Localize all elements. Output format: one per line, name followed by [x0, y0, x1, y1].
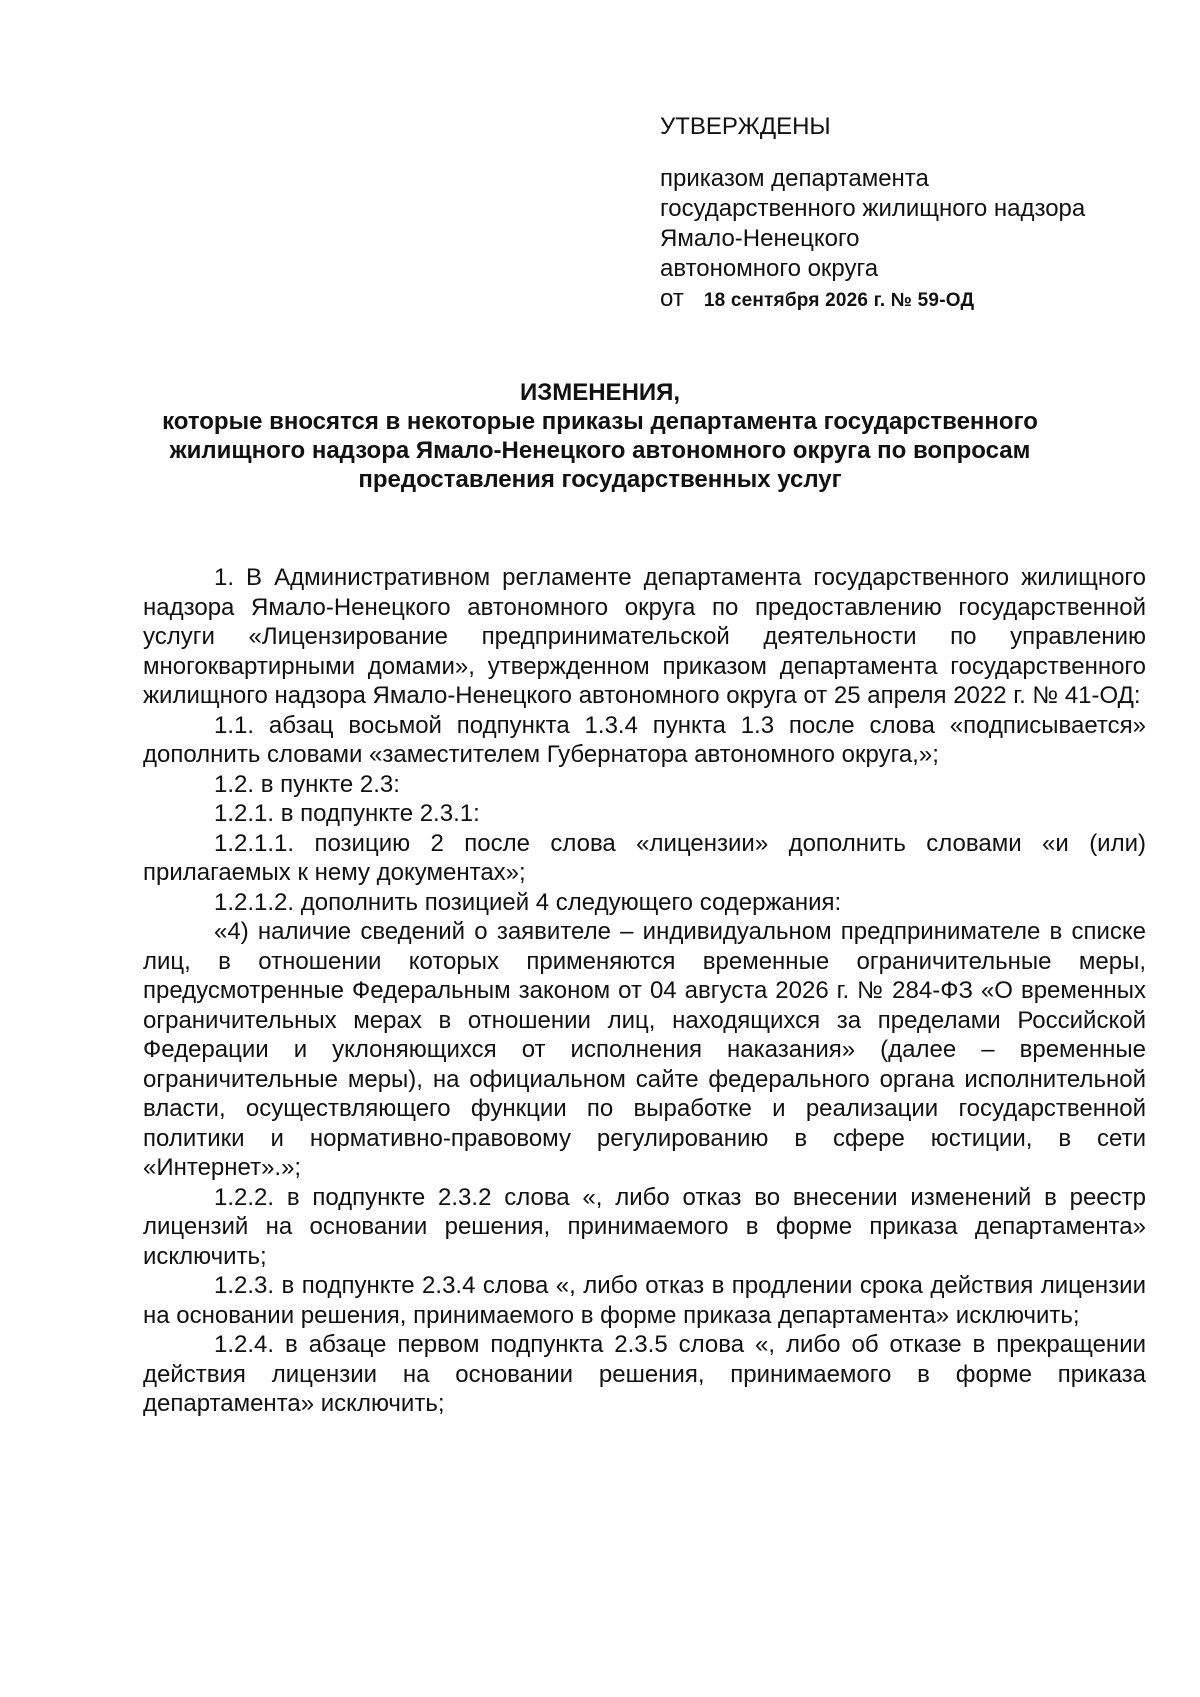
paragraph-1-2-1-1: 1.2.1.1. позицию 2 после слова «лицензии» дополнить словами «и (или) прилагаемых к нему документах»; — [143, 829, 1146, 886]
paragraph-position-4: «4) наличие сведений о заявителе – индивидуальном предпринимателе в списке лиц, в отношении которых применяются временные ограничительные меры, предусмотренные Федеральным законом от 04 августа 2026 г. № 284-ФЗ «О временных ограничительных мерах в отношении лиц, находящихся за пределами Российской Федерации и уклоняющихся от исполнения наказания» (далее – временные ограничительные меры), на официальном сайте федерального органа исполнительной власти, осуществляющего функции по выработке и реализации государственной политики и нормативно-правовому регулированию в сфере юстиции, в сети «Интернет».»; — [143, 918, 1146, 1181]
title-subtitle-line: которые вносятся в некоторые приказы департамента государственного — [162, 408, 1038, 435]
approval-heading: УТВЕРЖДЕНЫ — [660, 113, 831, 140]
approval-line: Ямало-Ненецкого — [660, 225, 860, 252]
approval-date-line — [660, 284, 1160, 316]
approval-line: государственного жилищного надзора — [660, 195, 1086, 222]
paragraph-1-2-1-2: 1.2.1.2. дополнить позицией 4 следующего содержания: — [214, 888, 842, 916]
paragraph-1-2-4: 1.2.4. в абзаце первом подпункта 2.3.5 слова «, либо об отказе в прекращении действия лицензии на основании решения, принимаемого в форме приказа департамента» исключить; — [143, 1331, 1146, 1417]
document-body — [143, 563, 1146, 1419]
approval-line: приказом департамента — [660, 165, 929, 192]
approval-block — [660, 112, 1160, 316]
document-title — [120, 378, 1080, 494]
title-subtitle-line: жилищного надзора Ямало-Ненецкого автономного округа по вопросам — [169, 437, 1031, 464]
title-heading: ИЗМЕНЕНИЯ, — [519, 379, 681, 406]
paragraph-1-2: 1.2. в пункте 2.3: — [214, 770, 400, 798]
title-subtitle-line: предоставления государственных услуг — [358, 466, 842, 493]
approval-line: автономного округа — [660, 255, 879, 282]
paragraph-1-1: 1.1. абзац восьмой подпункта 1.3.4 пункта 1.3 после слова «подписывается» дополнить словами «заместителем Губернатора автономного округа,»; — [143, 711, 1146, 768]
order-date-number: 18 сентября 2026 г. № 59-ОД — [703, 290, 975, 311]
paragraph-1-2-2: 1.2.2. в подпункте 2.3.2 слова «, либо отказ во внесении изменений в реестр лицензий на основании решения, принимаемого в форме приказа департамента» исключить; — [143, 1183, 1146, 1270]
date-prefix: от — [660, 285, 684, 312]
paragraph-1-2-1: 1.2.1. в подпункте 2.3.1: — [214, 800, 480, 827]
paragraph-1: 1. В Административном регламенте департамента государственного жилищного надзора Ямало-Ненецкого автономного округа по предоставлению государственной услуги «Лицензирование предпринимательской деятельности по управлению многоквартирными домами», утвержденном приказом департамента государственного жилищного надзора Ямало-Ненецкого автономного округа от 25 апреля 2022 г. № 41-ОД: — [143, 564, 1146, 709]
paragraph-1-2-3: 1.2.3. в подпункте 2.3.4 слова «, либо отказ в продлении срока действия лицензии на основании решения, принимаемого в форме приказа департамента» исключить; — [143, 1272, 1146, 1329]
